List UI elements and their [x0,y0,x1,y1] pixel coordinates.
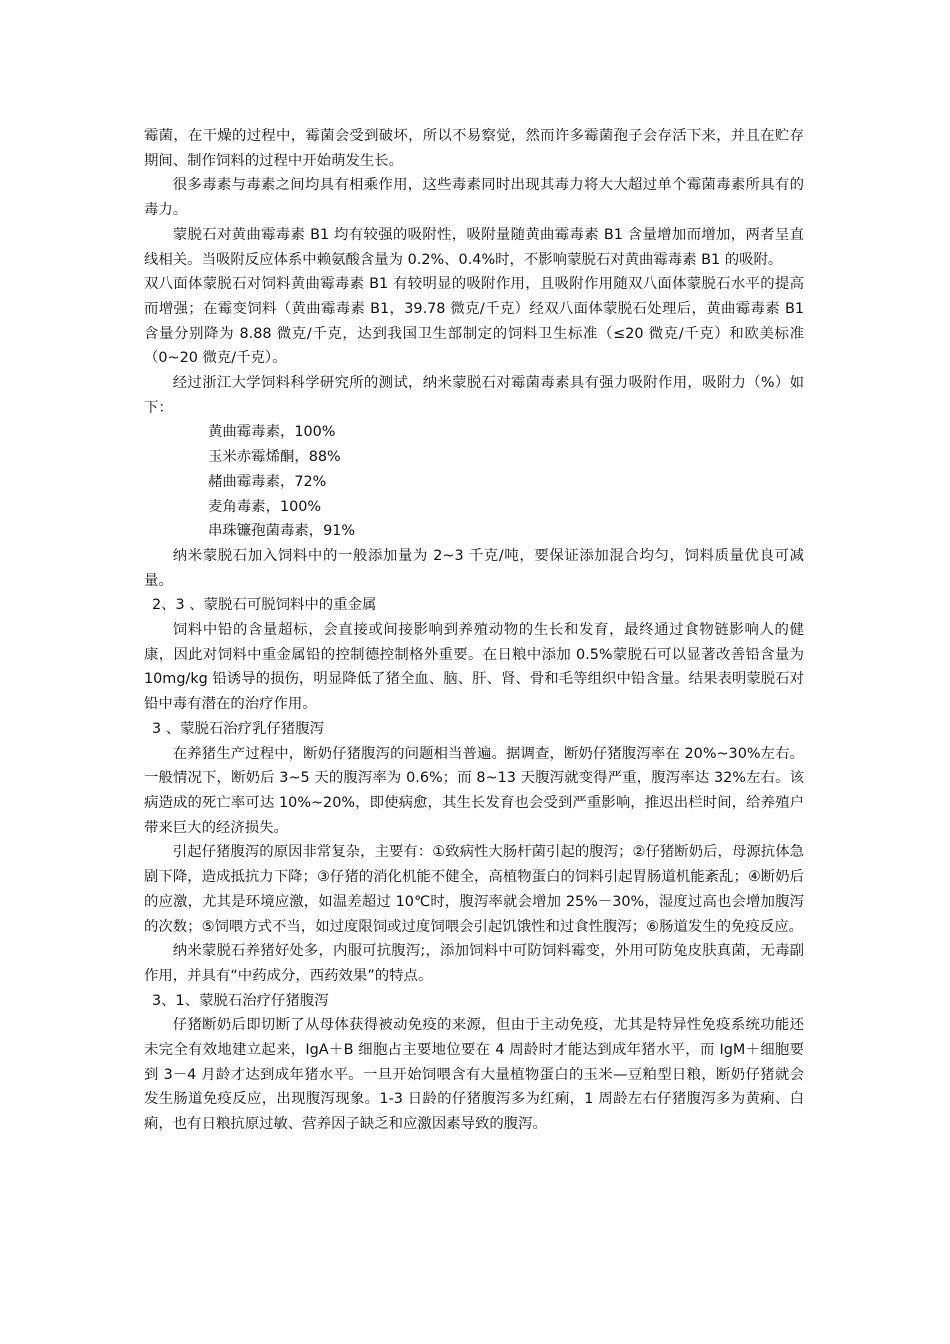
paragraph-lead: 饲料中铅的含量超标，会直接或间接影响到养殖动物的生长和发育，最终通过食物链影响人的健康，因此对饲料中重金属铅的控制德控制格外重要。在日粮中添加 0.5%蒙脱石可以显著改善铅含量为 10mg/kg 铅诱导的损伤，明显降低了猪全血、脑、肝、肾、骨和毛等组织中铅含量。结果表明蒙脱石对铅中毒有潜在的治疗作用。 [144,622,804,713]
list-item-ochratoxin: 赭曲霉毒素，72% [208,473,327,490]
list-item-aflatoxin: 黄曲霉毒素，100% [208,424,336,441]
paragraph-dioctahedral-montmorillonite: 双八面体蒙脱石对饲料黄曲霉毒素 B1 有较明显的吸附作用，且吸附作用随双八面体蒙脱石水平的提高而增强；在霉变饲料（黄曲霉毒素 B1，39.78 微克/千克）经双八面体蒙脱石处理后，黄曲霉毒素 B1 含量分别降为 8.88 微克/千克，达到我国卫生部制定的饲料卫生标准（≤20 微克/千克）和欧美标准（0~20 微克/千克）。 [144,276,804,367]
paragraph-nano-benefits: 纳米蒙脱石养猪好处多，内服可抗腹泻;，添加饲料中可防饲料霉变，外用可防兔皮肤真菌，无毒副作用，并具有“中药成分，西药效果”的特点。 [144,943,804,984]
section-heading-heavy-metals: 2、3 、蒙脱石可脱饲料中的重金属 [152,597,377,614]
section-heading-piglet-diarrhea: 3 、蒙脱石治疗乳仔猪腹泻 [152,720,325,737]
paragraph-zhejiang-test: 经过浙江大学饲料科学研究所的测试，纳米蒙脱石对霉菌毒素具有强力吸附作用，吸附力（%）如下： [144,375,804,416]
paragraph-mold-drying: 霉菌，在干燥的过程中，霉菌会受到破坏，所以不易察觉，然而许多霉菌孢子会存活下来，并且在贮存期间、制作饲料的过程中开始萌发生长。 [144,128,804,169]
list-item-fusarium-toxin: 串珠镰孢菌毒素，91% [208,523,356,540]
paragraph-weaning-immunity: 仔猪断奶后即切断了从母体获得被动免疫的来源，但由于主动免疫，尤其是特异性免疫系统功能还未完全有效地建立起来，IgA＋B 细胞占主要地位要在 4 周龄时才能达到成年猪水平，而 IgM＋细胞要到 3－4 月龄才达到成年猪水平。一旦开始饲喂含有大量植物蛋白的玉米—豆粕型日粮，断奶仔猪就会发生肠道免疫反应，出现腹泻现象。1-3 日龄的仔猪腹泻多为红痢，1 周龄左右仔猪腹泻多为黄痢、白痢，也有日粮抗原过敏、营养因子缺乏和应激因素导致的腹泻。 [144,1017,804,1133]
section-heading-treatment: 3、1、蒙脱石治疗仔猪腹泻 [152,992,329,1009]
paragraph-toxin-synergy: 很多毒素与毒素之间均具有相乘作用，这些毒素同时出现其毒力将大大超过单个霉菌毒素所具有的毒力。 [144,177,804,219]
list-item-ergot-toxin: 麦角毒素，100% [208,498,322,515]
paragraph-diarrhea-survey: 在养猪生产过程中，断奶仔猪腹泻的问题相当普遍。据调查，断奶仔猪腹泻率在 20%~30%左右。一般情况下，断奶后 3~5 天的腹泻率为 0.6%；而 8~13 天腹泻就变得严重，腹泻率达 32%左右。该病造成的死亡率可达 10%~20%，即使病愈，其生长发育也会受到严重影响，推迟出栏时间，给养殖户带来巨大的经济损失。 [144,745,804,836]
paragraph-dosage: 纳米蒙脱石加入饲料中的一般添加量为 2~3 千克/吨，要保证添加混合均匀，饲料质量优良可减量。 [144,547,804,589]
paragraph-montmorillonite-adsorption: 蒙脱石对黄曲霉毒素 B1 均有较强的吸附性，吸附量随黄曲霉毒素 B1 含量增加而增加，两者呈直线相关。当吸附反应体系中赖氨酸含量为 0.2%、0.4%时，不影响蒙脱石对黄曲霉毒素 B1 的吸附。 [144,226,804,268]
document-body [144,124,804,1137]
list-item-zearalenone: 玉米赤霉烯酮，88% [208,449,341,466]
paragraph-diarrhea-causes: 引起仔猪腹泻的原因非常复杂，主要有：①致病性大肠杆菌引起的腹泻；②仔猪断奶后，母源抗体急剧下降，造成抵抗力下降；③仔猪的消化机能不健全，高植物蛋白的饲料引起胃肠道机能紊乱；④断奶后的应激，尤其是环境应激，如温差超过 10℃时，腹泻率就会增加 25%－30%，湿度过高也会增加腹泻的次数；⑤饲喂方式不当，如过度限饲或过度饲喂会引起饥饿性和过食性腹泻；⑥肠道发生的免疫反应。 [144,844,804,935]
